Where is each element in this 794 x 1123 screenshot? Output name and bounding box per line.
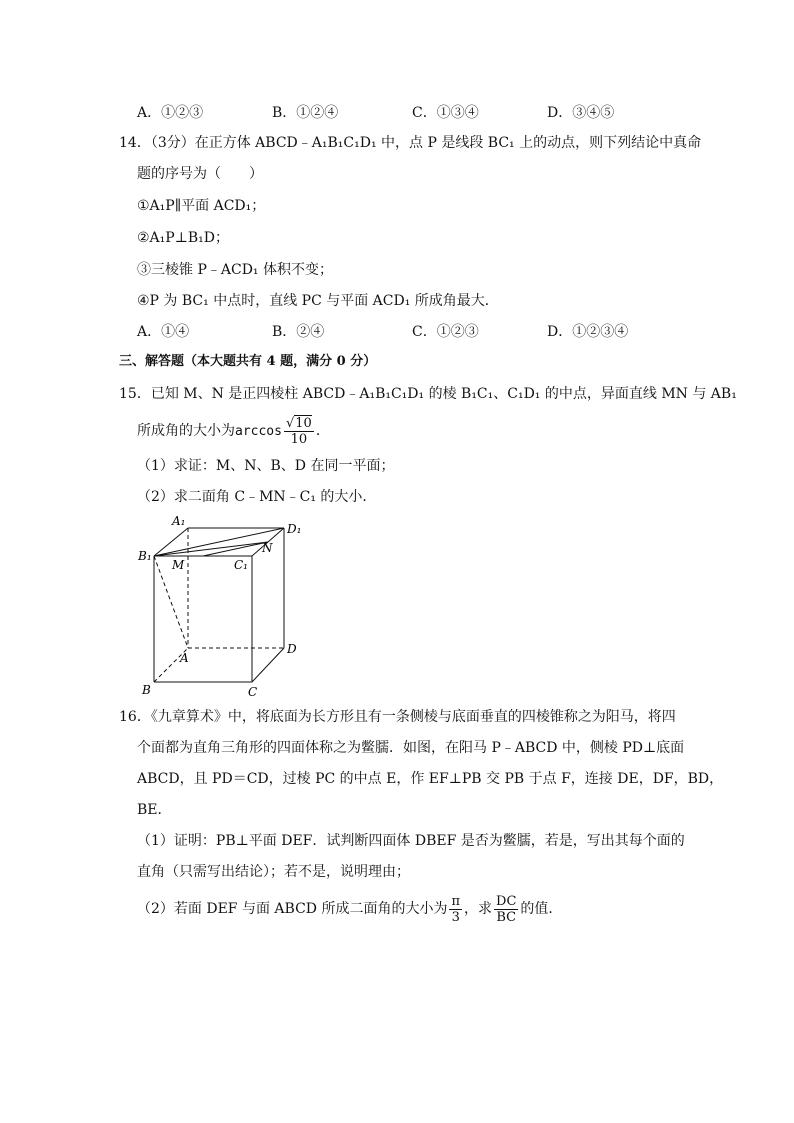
q14-option-d: D．①②③④ — [547, 324, 629, 340]
q14-stem-line1: 14．（3分）在正方体 ABCD﹣A₁B₁C₁D₁ 中，点 P 是线段 BC₁ 上的动点，则下列结论中真命 — [119, 135, 702, 151]
q16-part2-suffix: 的值． — [520, 901, 563, 917]
q15-part-2: （2）求二面角 C﹣MN﹣C₁ 的大小． — [137, 489, 377, 505]
q16-line3: ABCD，且 PD＝CD，过棱 PC 的中点 E，作 EF⊥PB 交 PB 于点 F，连接 DE，DF，BD， — [137, 771, 724, 787]
label-c: C — [248, 685, 258, 699]
q14-option-b: B．②④ — [272, 324, 325, 340]
section-heading: 三、解答题（本大题共有 4 题，满分 0 分） — [119, 354, 377, 369]
label-d: D — [287, 642, 297, 656]
q15-line1: 15．已知 M、N 是正四棱柱 ABCD﹣A₁B₁C₁D₁ 的棱 B₁C₁、C₁D₁ 的中点，异面直线 MN 与 AB₁ — [119, 386, 737, 402]
q15-part-1: （1）求证：M、N、B、D 在同一平面； — [137, 458, 395, 474]
q13-option-c: C．①③④ — [412, 105, 479, 121]
q15-fraction — [284, 416, 314, 447]
q15-line2-suffix: ． — [315, 423, 330, 439]
edge-c-d — [252, 648, 284, 682]
label-b: B — [142, 683, 151, 697]
pi-denominator: 3 — [451, 909, 460, 925]
q16-line4: BE． — [137, 802, 172, 818]
label-d1: D₁ — [287, 522, 302, 536]
q16-part2-mid: ，求 — [464, 901, 493, 917]
dc-over-bc-fraction — [494, 894, 518, 925]
q14-statement-2: ②A₁P⊥B₁D； — [137, 230, 229, 246]
edge-b1-a1 — [154, 528, 188, 556]
arccos-label: arccos — [235, 424, 282, 439]
q15-prism-figure — [130, 510, 310, 700]
q13-options — [137, 102, 657, 122]
q16-line2: 个面都为直角三角形的四面体称之为鳖臑．如图，在阳马 P﹣ABCD 中，侧棱 PD⊥底面 — [137, 740, 685, 756]
q13-option-a: A．①②③ — [137, 105, 204, 121]
label-b1: B₁ — [138, 549, 152, 563]
q15-frac-den: 10 — [290, 431, 308, 447]
ratio-denominator: BC — [496, 909, 517, 925]
q14-statement-4: ④P 为 BC₁ 中点时，直线 PC 与平面 ACD₁ 所成角最大． — [137, 293, 499, 309]
q16-part1-line1: （1）证明：PB⊥平面 DEF．试判断四面体 DBEF 是否为鳖臑，若是，写出其每个面的 — [137, 833, 685, 849]
q13-option-b: B．①②④ — [272, 105, 339, 121]
q16-line1: 16．《九章算术》中，将底面为长方形且有一条侧棱与底面垂直的四棱锥称之为阳马，将四 — [119, 709, 676, 725]
q14-statement-3: ③三棱锥 P﹣ACD₁ 体积不变； — [137, 262, 333, 278]
q14-option-c: C．①②③ — [412, 324, 479, 340]
q14-statement-1: ①A₁P∥平面 ACD₁； — [137, 198, 266, 214]
label-a1: A₁ — [172, 514, 186, 528]
label-n: N — [262, 541, 273, 555]
q15-frac-num: 10 — [295, 415, 312, 431]
label-m: M — [172, 558, 185, 572]
label-a: A — [180, 651, 189, 665]
q16-part2 — [137, 891, 562, 927]
q16-part2-prefix: （2）若面 DEF 与面 ABCD 所成二面角的大小为 — [137, 901, 448, 917]
ratio-numerator: DC — [496, 893, 517, 909]
q14-option-a: A．①④ — [137, 324, 190, 340]
q15-line2 — [137, 414, 330, 449]
pi-numerator: π — [451, 893, 461, 909]
q15-line2-prefix: 所成角的大小为 — [137, 423, 235, 439]
q13-option-d: D．③④⑤ — [547, 105, 615, 121]
q16-part1-line2: 直角（只需写出结论）；若不是，说明理由； — [137, 864, 410, 880]
sqrt-icon: √ — [285, 415, 295, 431]
q14-stem-line2: 题的序号为（ ） — [137, 166, 263, 182]
label-c1: C₁ — [234, 558, 248, 572]
q14-options — [137, 321, 657, 341]
pi-over-3-fraction — [449, 894, 462, 925]
